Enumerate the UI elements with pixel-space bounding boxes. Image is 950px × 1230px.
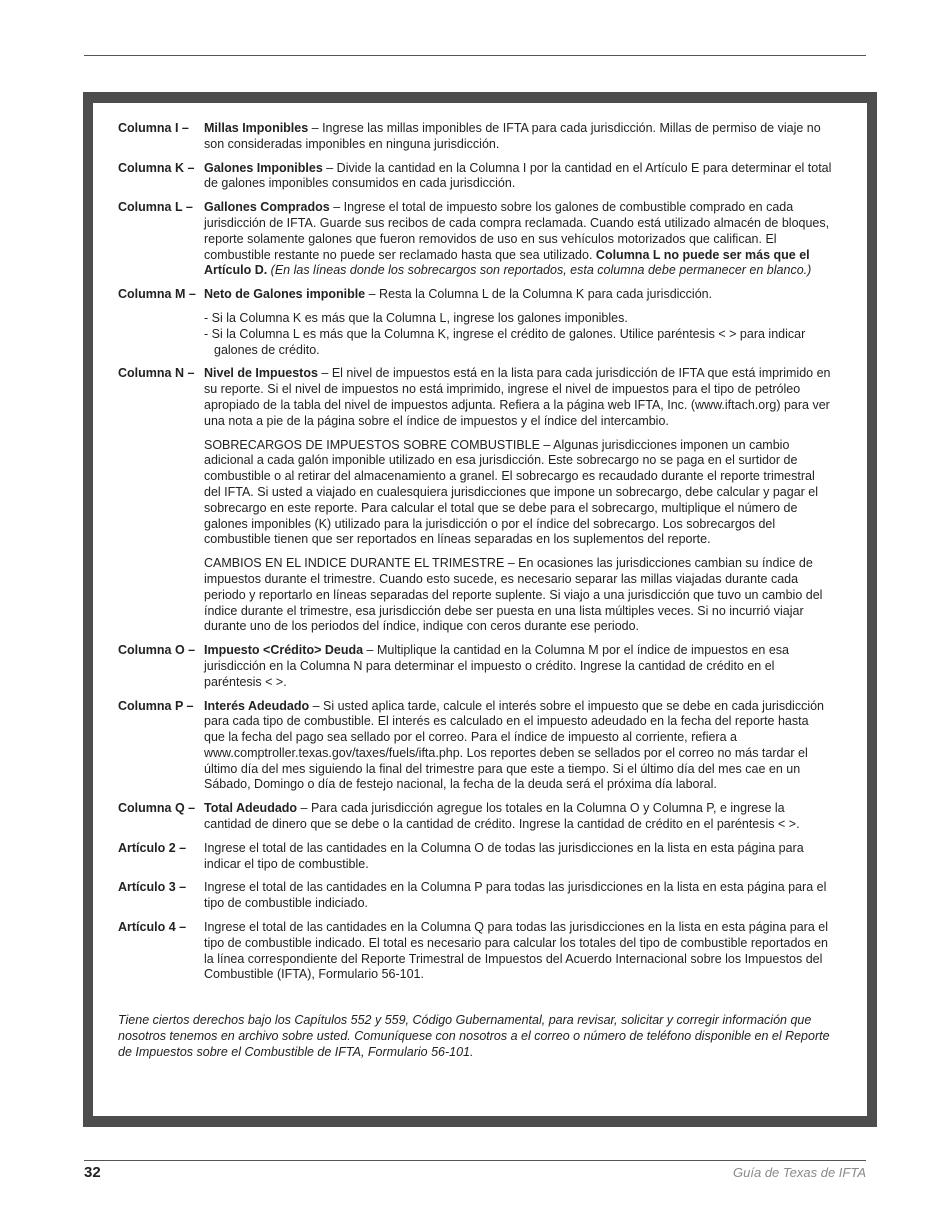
entry-text: – Multiplique la cantidad en la Columna M por el índice de impuestos en esa jurisdicción en la Columna N para determinar el impuesto o crédito. Ingrese la cantidad de crédito en el paréntesis < >. bbox=[204, 643, 790, 689]
bottom-rule bbox=[84, 1160, 866, 1161]
entry-italic-tail: (En las líneas donde los sobrecargos son reportados, esta columna debe permanecer en blanco.) bbox=[267, 263, 812, 278]
entry-column-n bbox=[118, 366, 832, 635]
entry-text: – El nivel de impuestos está en la lista para cada jurisdicción de IFTA que está imprimido en su reporte. Si el nivel de impuestos no está imprimido, ingrese el nivel de impuestos para el tipo de petróleo apropiado de la tabla del nivel de impuestos adjunta. Refiera a la página web IFTA, Inc. (www.iftach.org) para ver una nota a pie de la página sobre el índice de impuestos y el índice del intercambio. bbox=[204, 366, 831, 428]
entry-title: Total Adeudado bbox=[204, 801, 298, 816]
entry-title: Nivel de Impuestos bbox=[204, 366, 318, 381]
entry-column-l bbox=[118, 200, 832, 279]
guide-title: Guía de Texas de IFTA bbox=[733, 1165, 866, 1180]
entry-label: Columna I – bbox=[118, 121, 189, 135]
entry-text: – Ingrese el total de impuesto sobre los galones de combustible comprado en cada jurisdicción de IFTA. Guarde sus recibos de cada compra reclamada. Cuando está utilizado almacén de bloques, reporte solamente galones que fueron removidos de uso en sus vehículos motorizados que califican. El combustible restante no puede ser reclamado hasta que sea utilizado. bbox=[204, 200, 830, 262]
entry-label: Columna O – bbox=[118, 643, 196, 658]
entry-column-k bbox=[118, 161, 832, 193]
entry-bold-tail: Columna L no puede ser más que el Artículo D. bbox=[204, 247, 810, 278]
entry-title: Millas Imponibles bbox=[204, 121, 309, 135]
entry-label: Columna Q – bbox=[118, 801, 196, 816]
entry-label: Columna M – bbox=[118, 287, 196, 302]
entry-article-3 bbox=[118, 880, 832, 912]
entry-article-4 bbox=[118, 920, 832, 983]
instructions-box bbox=[83, 92, 877, 1127]
entry-column-i bbox=[118, 121, 832, 153]
entry-title: Impuesto <Crédito> Deuda bbox=[204, 643, 364, 658]
entry-label: Columna L – bbox=[118, 200, 193, 215]
bullet-item: - Si la Columna K es más que la Columna L, ingrese los galones imponibles. bbox=[204, 310, 628, 325]
surcharge-paragraph: SOBRECARGOS DE IMPUESTOS SOBRE COMBUSTIBLE – Algunas jurisdicciones imponen un cambio adicional a cada galón imponible utilizado en esa jurisdicción. Este sobrecargo no se paga en el surtidor de combustible o al retirar del almacenamiento a granel. El sobrecargo es recaudado durante el reporte trimestral del IFTA. Si usted a viajado en cualesquiera jurisdicciones que impone un sobrecargo, debe calcular y pagar el sobrecargo en este reporte. Para calcular el total que se debe para el sobrecargo, multiplique el número de galones imponibles (K) utilizado para la jurisdicción o por el índice del sobrecargo. Los sobrecargos del combustible tienen que ser reportados en líneas separadas en los suplementos del reporte. bbox=[204, 437, 819, 547]
entry-label: Artículo 3 – bbox=[118, 880, 187, 895]
entry-title: Interés Adeudado bbox=[204, 698, 310, 713]
entry-label: Artículo 2 – bbox=[118, 840, 187, 855]
entry-title: Neto de Galones imponible bbox=[204, 287, 366, 302]
instructions-content bbox=[93, 103, 867, 1116]
entry-text: – Divide la cantidad en la Columna I por la cantidad en el Artículo E para determinar el total de galones imponibles consumidos en cada jurisdicción. bbox=[204, 160, 832, 191]
rate-change-paragraph: CAMBIOS EN EL INDICE DURANTE EL TRIMESTRE – En ocasiones las jurisdicciones cambian su índice de impuestos durante el trimestre. Cuando esto sucede, es necesario separar las millas viajadas durante cada periodo y reportarlo en líneas separadas del reporte suplente. Si viajo a una jurisdicción que tuvo un cambio del índice durante el trimestre, esa jurisdicción debe ser puesta en una lista múltiples veces. Si no incurrió viajar durante uno de los periodos del índice, indique con ceros durante ese periodo. bbox=[204, 556, 823, 634]
entry-article-2 bbox=[118, 841, 832, 873]
page-number: 32 bbox=[84, 1164, 101, 1181]
entry-column-q bbox=[118, 801, 832, 833]
entry-text: Ingrese el total de las cantidades en la Columna Q para todas las jurisdicciones en la lista en esta página para el tipo de combustible indicado. El total es necesario para calcular los totales del tipo de combustible reportados en la línea correspondiente del Reporte Trimestral de Impuestos del Acuerdo Internacional sobre los Impuestos del Combustible (IFTA), Formulario 56-101. bbox=[204, 920, 828, 982]
rights-note: Tiene ciertos derechos bajo los Capítulos 552 y 559, Código Gubernamental, para revisar, solicitar y corregir información que nosotros tenemos en archivo sobre usted. Comuníquese con nosotros a el correo o número de teléfono disponible en el Reporte de Impuestos sobre el Combustible de IFTA, Formulario 56-101. bbox=[118, 1013, 830, 1059]
entry-title: Gallones Comprados bbox=[204, 200, 330, 215]
entry-column-p bbox=[118, 699, 832, 794]
entry-title: Galones Imponibles bbox=[204, 160, 323, 175]
entry-text: – Para cada jurisdicción agregue los totales en la Columna O y Columna P, e ingrese la cantidad de dinero que se debe o la cantidad de crédito. Ingrese la cantidad de crédito en el paréntesis < >. bbox=[204, 801, 800, 832]
entry-column-o bbox=[118, 643, 832, 690]
column-m-bullets bbox=[204, 311, 832, 358]
entry-label: Columna N – bbox=[118, 366, 195, 381]
entry-text: – Resta la Columna L de la Columna K para cada jurisdicción. bbox=[365, 287, 713, 302]
entry-text: – Ingrese las millas imponibles de IFTA para cada jurisdicción. Millas de permiso de viaje no son consideradas imponibles en ninguna jurisdicción. bbox=[204, 121, 821, 151]
entry-label: Artículo 4 – bbox=[118, 920, 187, 935]
entry-text: – Si usted aplica tarde, calcule el interés sobre el impuesto que se debe en cada jurisdicción para cada tipo de combustible. El interés es calculado en el impuesto adeudado en la fecha del reporte hasta que la fecha del pago sea sellado por el correo. Para el índice de impuesto al corriente, refiera a www.comptroller.texas.gov/taxes/fuels/ifta.php. Los reportes deben se sellados por el correo no más tardar el último día del mes siguiendo la final del trimestre para que este a tiempo. Si el último día del mes cae en un Sábado, Domingo o día de festejo nacional, la fecha de la deuda será el próxima día laboral. bbox=[204, 698, 824, 792]
entry-label: Columna K – bbox=[118, 160, 195, 175]
entry-text: Ingrese el total de las cantidades en la Columna O de todas las jurisdicciones en la lista en esta página para indicar el tipo de combustible. bbox=[204, 840, 804, 871]
entry-text: Ingrese el total de las cantidades en la Columna P para todas las jurisdicciones en la lista en esta página para el tipo de combustible indiciado. bbox=[204, 880, 827, 911]
top-rule bbox=[84, 55, 866, 56]
entry-label: Columna P – bbox=[118, 698, 194, 713]
bullet-item: - Si la Columna L es más que la Columna K, ingrese el crédito de galones. Utilice paréntesis < > para indicar galones de crédito. bbox=[204, 326, 806, 357]
entry-column-m bbox=[118, 287, 832, 303]
